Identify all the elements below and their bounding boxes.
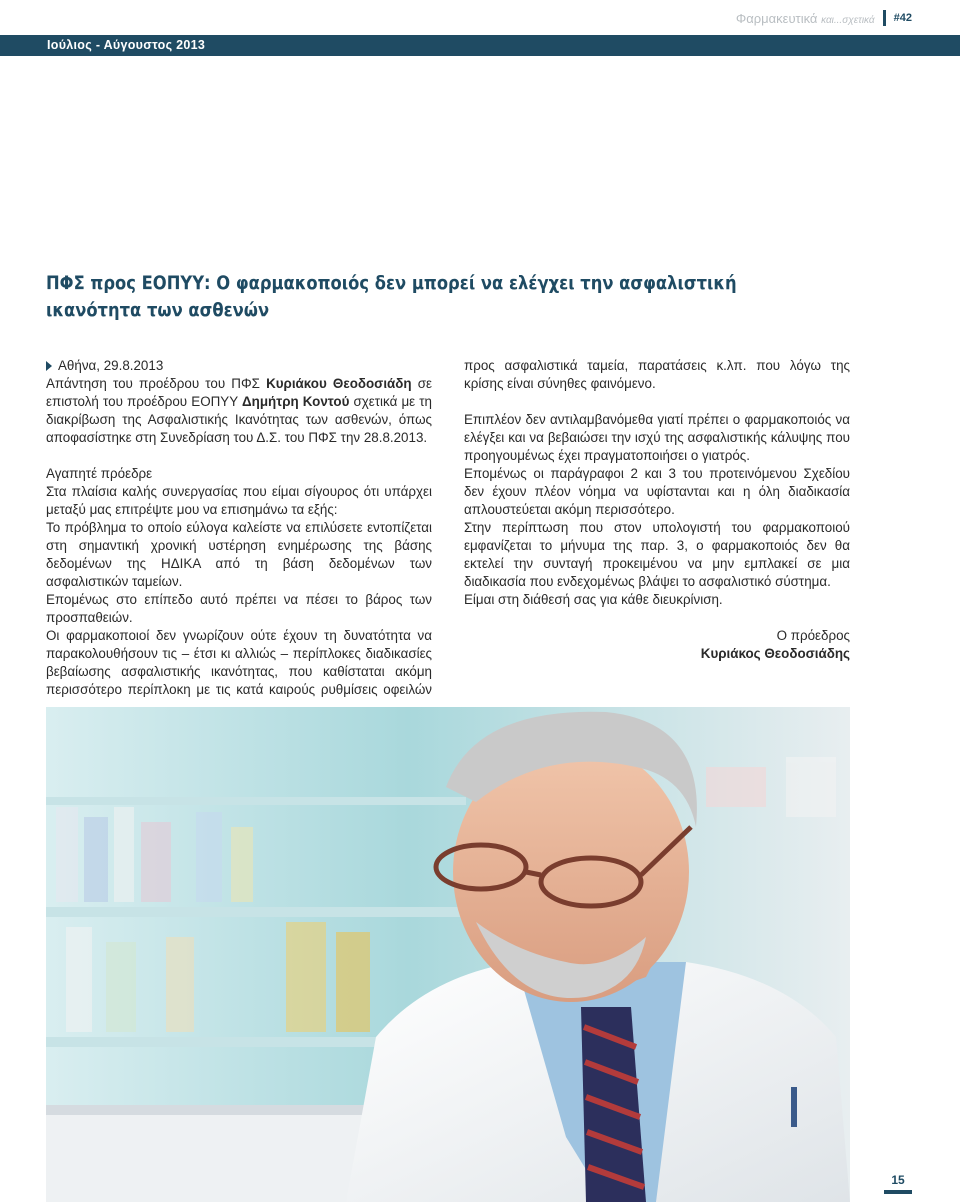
article-column-right xyxy=(464,357,850,663)
body-paragraph-continued: προς ασφαλιστικά ταμεία, παρατάσεις κ.λπ. που λόγω της κρίσης είναι σύνηθες φαινόμενο. xyxy=(464,358,850,391)
folio-bar xyxy=(884,1190,912,1194)
body-paragraph: Το πρόβλημα το οποίο εύλογα καλείστε να επιλύσετε εντοπίζεται στη σημαντική χρονική υστέρηση ενημέρωσης της βάσης δεδομένων της ΗΔΙΚΑ από τη βάση δεδομένων των ασφαλιστικών ταμείων. xyxy=(46,520,432,589)
magazine-name: Φαρμακευτικά και...σχετικά xyxy=(735,10,875,26)
article-column-left xyxy=(46,357,432,699)
signature xyxy=(464,627,850,663)
body-paragraph: Στα πλαίσια καλής συνεργασίας που είμαι σίγουρος ότι υπάρχει μεταξύ μας επιτρέψτε μου να επισημάνω τα εξής: xyxy=(46,484,432,517)
body-paragraph: Επομένως στο επίπεδο αυτό πρέπει να πέσει το βάρος των προσπαθειών. xyxy=(46,592,432,625)
issue-number: #42 xyxy=(893,12,912,24)
pharmacist-photo xyxy=(46,707,850,1202)
intro-paragraph: Απάντηση του προέδρου του ΠΦΣ Κυριάκου Θεοδοσιάδη σε επιστολή του προέδρου ΕΟΠΥΥ Δημήτρη Κοντού σχετικά με τη διακρίβωση της Ασφαλιστικής Ικανότητας των ασθενών, όπως αποφασίστηκε στη Συνεδρίαση του Δ.Σ. του ΠΦΣ την 28.8.2013. xyxy=(46,376,433,445)
dateline: Αθήνα, 29.8.2013 xyxy=(46,357,432,375)
bullet-icon xyxy=(46,361,52,371)
header-tick xyxy=(883,10,886,26)
pharmacist-illustration xyxy=(46,707,850,1202)
signature-role: Ο πρόεδρος xyxy=(776,628,850,643)
issue-date-band: Ιούλιος - Αύγουστος 2013 xyxy=(0,35,960,56)
salutation: Αγαπητέ πρόεδρε xyxy=(46,466,153,481)
body-paragraph: Επιπλέον δεν αντιλαμβανόμεθα γιατί πρέπει ο φαρμακοποιός να ελέγξει και να βεβαιώσει την ισχύ της ασφαλιστικής κάλυψης που προηγουμένως έχει πραγματοποιήσει ο γιατρός. xyxy=(464,412,850,463)
page-folio xyxy=(884,1173,912,1194)
body-paragraph: Στην περίπτωση που στον υπολογιστή του φαρμακοποιού εμφανίζεται το μήνυμα της παρ. 3, ο φαρμακοποιός δεν θα εκτελεί την συνταγή προκειμένου να μην εμπλακεί σε μια διαδικασία που ενδεχομένως βλάψει το ασφαλιστικό σύστημα. xyxy=(464,520,850,589)
article-title: ΠΦΣ προς ΕΟΠΥΥ: Ο φαρμακοποιός δεν μπορεί να ελέγχει την ασφαλιστική ικανότητα των ασθενών xyxy=(46,272,737,321)
body-paragraph: Επομένως οι παράγραφοι 2 και 3 του προτεινόμενου Σχεδίου δεν έχουν πλέον νόημα να υφίστανται και η όλη διαδικασία απλουστεύεται ακόμη περισσότερο. xyxy=(464,466,850,517)
body-paragraph: Οι φαρμακοποιοί δεν γνωρίζουν ούτε έχουν τη δυνατότητα να παρακολουθήσουν τις – έτσι κι αλλιώς – περίπλοκες διαδικασίες βεβαίωσης ασφαλιστικής ικανότητας, που καθίσταται ακόμη περισσότερο περίπλοκη με τις κατά καιρούς ρυθμίσεις οφειλών xyxy=(46,628,432,697)
body-paragraph: Είμαι στη διάθεσή σας για κάθε διευκρίνιση. xyxy=(464,592,723,607)
running-header xyxy=(736,8,912,28)
signature-name: Κυριάκος Θεοδοσιάδης xyxy=(700,646,850,661)
page-number: 15 xyxy=(891,1173,905,1187)
